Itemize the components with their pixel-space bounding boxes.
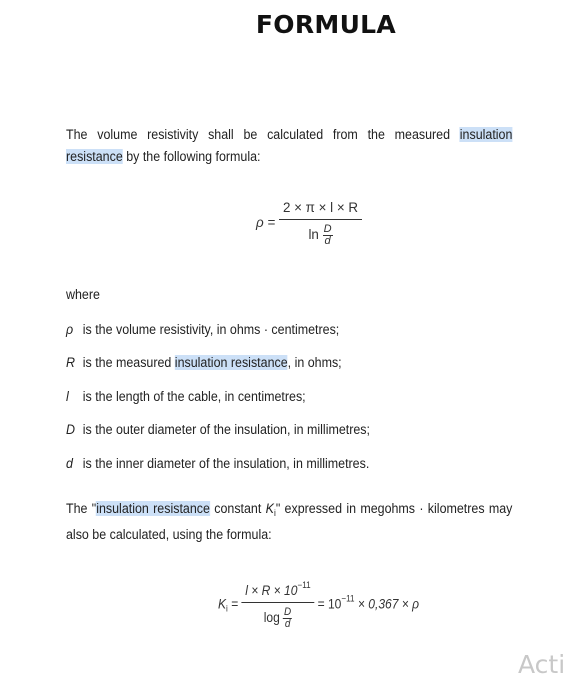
equals-sign: =: [231, 596, 239, 612]
activation-watermark: Acti: [518, 650, 566, 679]
definition-row: [66, 456, 369, 471]
definition-row: [66, 422, 370, 437]
rhs-exponent: −11: [341, 593, 355, 604]
highlighted-term: insulation resistance: [96, 501, 210, 516]
page-title: FORMULA: [255, 10, 397, 39]
log-label: log: [263, 610, 280, 626]
definition-text: is the volume resistivity, in ohms · centimetres;: [82, 322, 340, 337]
definition-text: is the measured: [82, 355, 175, 370]
definition-symbol: ρ: [66, 322, 74, 337]
definition-symbol: l: [66, 389, 69, 404]
inner-diameter-symbol: d: [284, 618, 291, 630]
outer-diameter-symbol: D: [323, 223, 332, 235]
definition-text: is the length of the cable, in centimetres;: [82, 389, 306, 404]
d-over-d-fraction: [323, 224, 333, 247]
numerator-exponent: −11: [297, 580, 311, 590]
highlighted-term: insulation resistance: [174, 355, 288, 370]
numerator-text: l × R × 10: [245, 583, 298, 598]
where-label: where: [66, 287, 100, 302]
constant-paragraph: [66, 498, 512, 546]
insulation-constant-formula: [218, 580, 419, 630]
formula-denominator: [279, 219, 362, 247]
formula-numerator: 2 × π × l × R: [282, 200, 359, 215]
constant-symbol: K: [265, 501, 274, 516]
para-text-start: The ": [66, 501, 97, 516]
formula-fraction: [279, 200, 362, 247]
definition-row: [66, 322, 339, 337]
formula-lhs-subscript: i: [226, 603, 228, 614]
highlighted-term: insulation resistance: [66, 127, 513, 164]
formula-lhs: ρ =: [256, 215, 276, 231]
d-over-d-fraction: [283, 607, 292, 630]
definition-symbol: R: [66, 355, 75, 370]
para-text-mid: constant: [209, 501, 266, 516]
intro-paragraph: [66, 124, 512, 168]
inner-diameter-symbol: d: [324, 235, 331, 247]
para-text-end: " expressed in megohms · kilometres may also be calculated, using the formula:: [66, 501, 513, 542]
rhs-base: = 10: [317, 596, 342, 612]
definition-row: [66, 389, 306, 404]
definition-text: is the outer diameter of the insulation, in millimetres;: [82, 422, 370, 437]
definition-text-end: , in ohms;: [287, 355, 342, 370]
formula-denominator: [242, 602, 315, 630]
ln-label: ln: [308, 227, 319, 243]
intro-text-end: by the following formula:: [122, 149, 261, 164]
definition-symbol: D: [66, 422, 75, 437]
definition-symbol: d: [66, 456, 73, 471]
rhs-rest: × 0,367 × ρ: [357, 596, 420, 612]
intro-text-start: The volume resistivity shall be calculated from the measured: [66, 127, 460, 142]
resistivity-formula: [256, 200, 362, 247]
formula-lhs-k: K: [218, 596, 227, 612]
formula-fraction: [242, 580, 315, 630]
definition-row: [66, 355, 342, 370]
constant-subscript: i: [273, 508, 276, 518]
definition-text: is the inner diameter of the insulation, in millimetres.: [82, 456, 370, 471]
outer-diameter-symbol: D: [284, 606, 292, 618]
formula-numerator: [242, 580, 315, 602]
